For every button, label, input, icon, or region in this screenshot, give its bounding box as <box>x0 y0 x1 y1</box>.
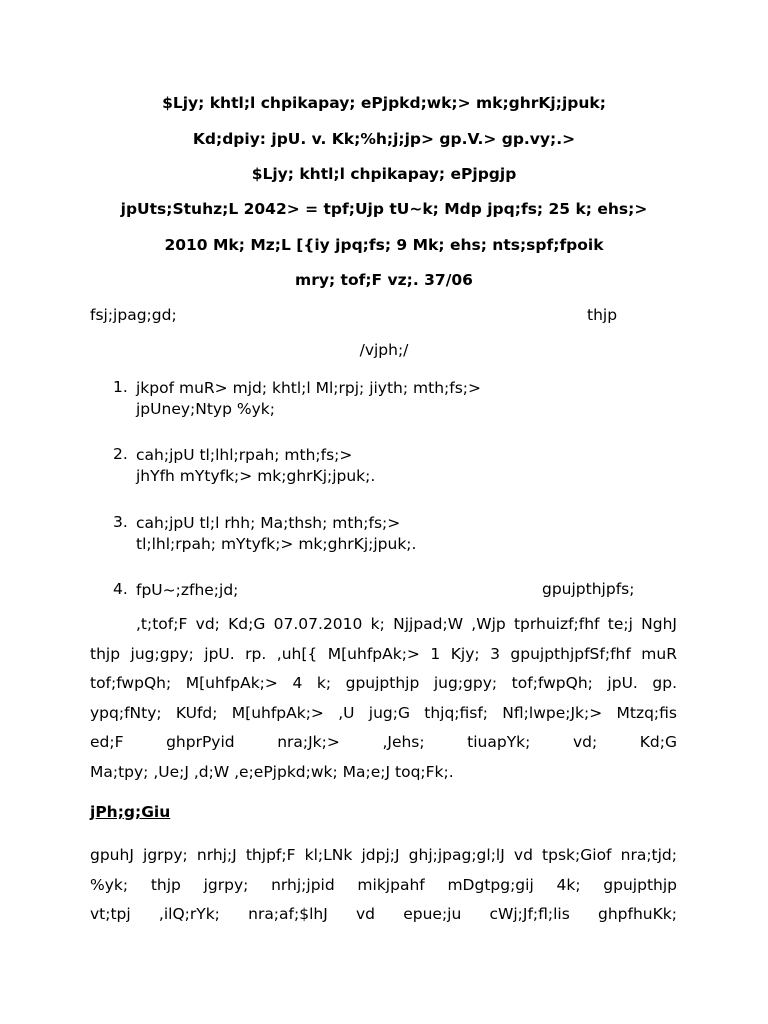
paragraph-line: ed;F ghprPyid nra;Jk;> ,Jehs; tiuapYk; vd; Kd;G <box>90 733 677 751</box>
paragraph-line: %yk; thjp jgrpy; nrhj;jpid mikjpahf mDgtpg;gij 4k; gpujpthjp <box>90 875 677 894</box>
defendant-line: cah;jpU tl;lhl;rpah; mth;fs;> <box>136 446 353 464</box>
paragraph-line: vt;tpj ,ilQ;rYk; nra;af;$lhJ vd epue;ju cWj;Jf;fl;lis ghpfhuKk; <box>90 905 677 923</box>
defendant-number: 2. <box>113 445 128 463</box>
paragraph-line: tof;fwpQh; M[uhfpAk;> 4 k; gpujpthjp jug;gpy; tof;fwpQh; jpU. gp. <box>90 674 677 692</box>
defendant-number: 3. <box>113 513 128 531</box>
body-paragraph <box>90 610 677 787</box>
list-item <box>136 378 481 420</box>
list-item <box>136 445 375 487</box>
case-number: mry; tof;F vz;. 37/06 <box>295 271 473 289</box>
defendants-label: gpujpthjpfs; <box>542 580 635 598</box>
english-date: 2010 Mk; Mz;L [{iy jpq;fs; 9 Mk; ehs; nts;spf;fpoik <box>164 236 604 254</box>
defendant-line: fpU~;zfhe;jd; <box>136 581 239 599</box>
body-paragraph <box>90 841 677 930</box>
judge-title: $Ljy; khtl;l chpikapay; ePjpgjp <box>251 165 517 183</box>
presiding-judge: Kd;dpiy: jpU. v. Kk;%h;j;jp> gp.V.> gp.vy;.> <box>192 130 576 148</box>
defendant-line: tl;lhl;rpah; mYtyfk;> mk;ghrKj;jpuk;. <box>136 535 417 553</box>
defendant-line: jhYfh mYtyfk;> mk;ghrKj;jpuk;. <box>136 467 376 485</box>
paragraph-line: Ma;tpy; ,Ue;J ,d;W ,e;ePjpkd;wk; Ma;e;J toq;Fk;. <box>90 762 454 781</box>
paragraph-line: gpuhJ jgrpy; nrhj;J thjpf;F kl;LNk jdpj;J ghj;jpag;gl;lJ vd tpsk;Giof nra;tjd; <box>90 846 677 864</box>
defendant-number: 4. <box>113 580 128 598</box>
court-name: $Ljy; khtl;l chpikapay; ePjpkd;wk;> mk;ghrKj;jpuk; <box>162 94 606 112</box>
defendant-number: 1. <box>113 378 128 396</box>
list-item <box>136 513 416 555</box>
versus-label: /vjph;/ <box>359 341 409 359</box>
tamil-date: jpUts;Stuhz;L 2042> = tpf;Ujp tU~k; Mdp jpq;fs; 25 k; ehs;> <box>120 200 648 218</box>
paragraph-line: thjp jug;gpy; jpU. rp. ,uh[{ M[uhfpAk;> 1 Kjy; 3 gpujpthjpfSf;fhf muR <box>90 644 677 663</box>
paragraph-line: ,t;tof;F vd; Kd;G 07.07.2010 k; Njjpad;W ,Wjp tprhuizf;fhf te;j NghJ <box>136 615 677 633</box>
paragraph-line: ypq;fNty; KUfd; M[uhfpAk;> ,U jug;G thjq;fisf; Nfl;lwpe;Jk;> Mtzq;fis <box>90 703 677 722</box>
defendant-line: cah;jpU tl;l rhh; Ma;thsh; mth;fs;> <box>136 514 401 532</box>
defendant-line: jpUney;Ntyp %yk; <box>136 400 275 418</box>
plaintiff-label: thjp <box>587 306 618 324</box>
defendant-line: jkpof muR> mjd; khtl;l Ml;rpj; jiyth; mth;fs;> <box>136 379 481 397</box>
section-heading: jPh;g;Giu <box>90 803 171 821</box>
plaintiff-name: fsj;jpag;gd; <box>90 306 177 324</box>
